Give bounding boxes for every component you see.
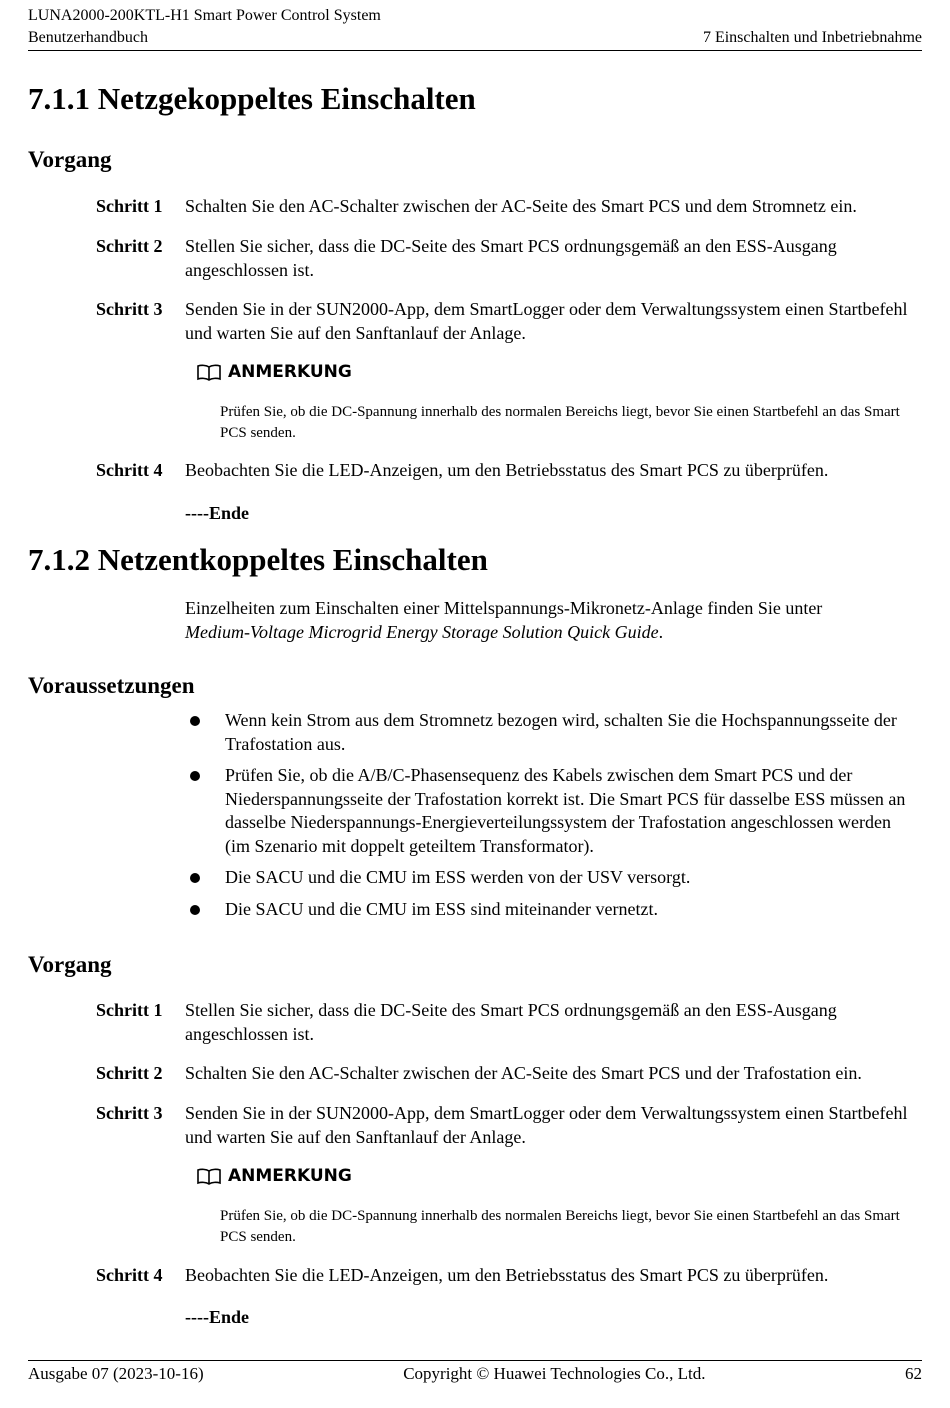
section-title-7-1-2: 7.1.2 Netzentkoppeltes Einschalten [28,542,488,577]
bullet-icon [185,898,225,922]
step-text: Schalten Sie den AC-Schalter zwischen der AC-Seite des Smart PCS und dem Stromnetz ein. [185,196,857,216]
end-marker-1: ----Ende [185,503,249,523]
step-1-3 [96,297,922,345]
step-text: Schalten Sie den AC-Schalter zwischen der AC-Seite des Smart PCS und der Trafostation ein. [185,1063,862,1083]
step-label: Schritt 4 [96,460,163,480]
bullet-icon [185,764,225,858]
header-manual: Benutzerhandbuch [28,29,148,46]
step-text: Beobachten Sie die LED-Anzeigen, um den Betriebsstatus des Smart PCS zu überprüfen. [185,460,829,480]
intro-end: . [658,622,664,642]
prereq-item [185,764,910,858]
note-heading-2 [196,1165,352,1187]
note-text-2: Prüfen Sie, ob die DC-Spannung innerhalb des normalen Bereichs liegt, bevor Sie einen Startbefehl an das Smart PCS senden. [220,1208,900,1245]
step-label: Schritt 3 [96,1103,163,1123]
bullet-icon [185,866,225,890]
header-chapter: 7 Einschalten und Inbetriebnahme [702,29,922,46]
footer-copyright: Copyright © Huawei Technologies Co., Ltd. [403,1364,706,1383]
note-title: ANMERKUNG [228,1166,352,1186]
step-label: Schritt 3 [96,299,163,319]
footer-page-number: 62 [905,1364,922,1383]
book-icon [196,1167,222,1185]
prereq-text: Die SACU und die CMU im ESS sind miteinander vernetzt. [225,899,658,919]
step-text: Senden Sie in der SUN2000-App, dem SmartLogger oder dem Verwaltungssystem einen Startbefehl und warten Sie auf den Sanftanlauf der Anlage. [185,1103,908,1147]
header-product: LUNA2000-200KTL-H1 Smart Power Control System [28,7,381,24]
prereq-text: Wenn kein Strom aus dem Stromnetz bezogen wird, schalten Sie die Hochspannungsseite der Trafostation aus. [225,710,897,754]
intro-reference: Medium-Voltage Microgrid Energy Storage Solution Quick Guide [185,622,659,642]
footer-divider [28,1360,922,1361]
prereq-item [185,898,910,922]
step-1-4 [96,458,922,482]
procedure-heading-1: Vorgang [28,147,112,172]
end-marker-2: ----Ende [185,1307,249,1327]
bullet-icon [185,709,225,756]
prereq-item [185,709,910,756]
prereq-text: Prüfen Sie, ob die A/B/C-Phasensequenz des Kabels zwischen dem Smart PCS und der Niederspannungsseite der Trafostation korrekt ist. Die Smart PCS für dasselbe ESS müssen an dasselbe Niederspannungs-Energieverteilungssystem der Trafostation angeschlossen werden (im Szenario mit doppelt geteiltem Transformator). [225,765,906,856]
step-text: Stellen Sie sicher, dass die DC-Seite des Smart PCS ordnungsgemäß an den ESS-Ausgang angeschlossen ist. [185,236,837,280]
step-label: Schritt 4 [96,1265,163,1285]
book-icon [196,363,222,381]
note-heading-1 [196,361,352,383]
section-title-7-1-1: 7.1.1 Netzgekoppeltes Einschalten [28,81,476,116]
header-divider [28,50,922,51]
procedure-heading-2: Vorgang [28,952,112,977]
step-label: Schritt 1 [96,196,163,216]
note-text-1: Prüfen Sie, ob die DC-Spannung innerhalb des normalen Bereichs liegt, bevor Sie einen Startbefehl an das Smart PCS senden. [220,404,900,441]
header-row [28,28,922,48]
step-2-1 [96,998,922,1046]
intro-paragraph [185,596,910,644]
prerequisites-heading: Voraussetzungen [28,673,195,698]
footer-edition: Ausgabe 07 (2023-10-16) [28,1364,204,1383]
step-2-2 [96,1061,922,1085]
note-title: ANMERKUNG [228,362,352,382]
step-2-3 [96,1101,922,1149]
step-text: Senden Sie in der SUN2000-App, dem SmartLogger oder dem Verwaltungssystem einen Startbefehl und warten Sie auf den Sanftanlauf der Anlage. [185,299,908,343]
step-label: Schritt 2 [96,1063,163,1083]
footer [28,1363,922,1385]
step-text: Stellen Sie sicher, dass die DC-Seite des Smart PCS ordnungsgemäß an den ESS-Ausgang angeschlossen ist. [185,1000,837,1044]
intro-text: Einzelheiten zum Einschalten einer Mittelspannungs-Mikronetz-Anlage finden Sie unter [185,598,823,618]
step-label: Schritt 2 [96,236,163,256]
step-label: Schritt 1 [96,1000,163,1020]
step-1-1 [96,194,922,218]
step-text: Beobachten Sie die LED-Anzeigen, um den Betriebsstatus des Smart PCS zu überprüfen. [185,1265,829,1285]
step-2-4 [96,1263,922,1287]
prereq-text: Die SACU und die CMU im ESS werden von der USV versorgt. [225,867,691,887]
prereq-item [185,866,910,890]
step-1-2 [96,234,922,282]
